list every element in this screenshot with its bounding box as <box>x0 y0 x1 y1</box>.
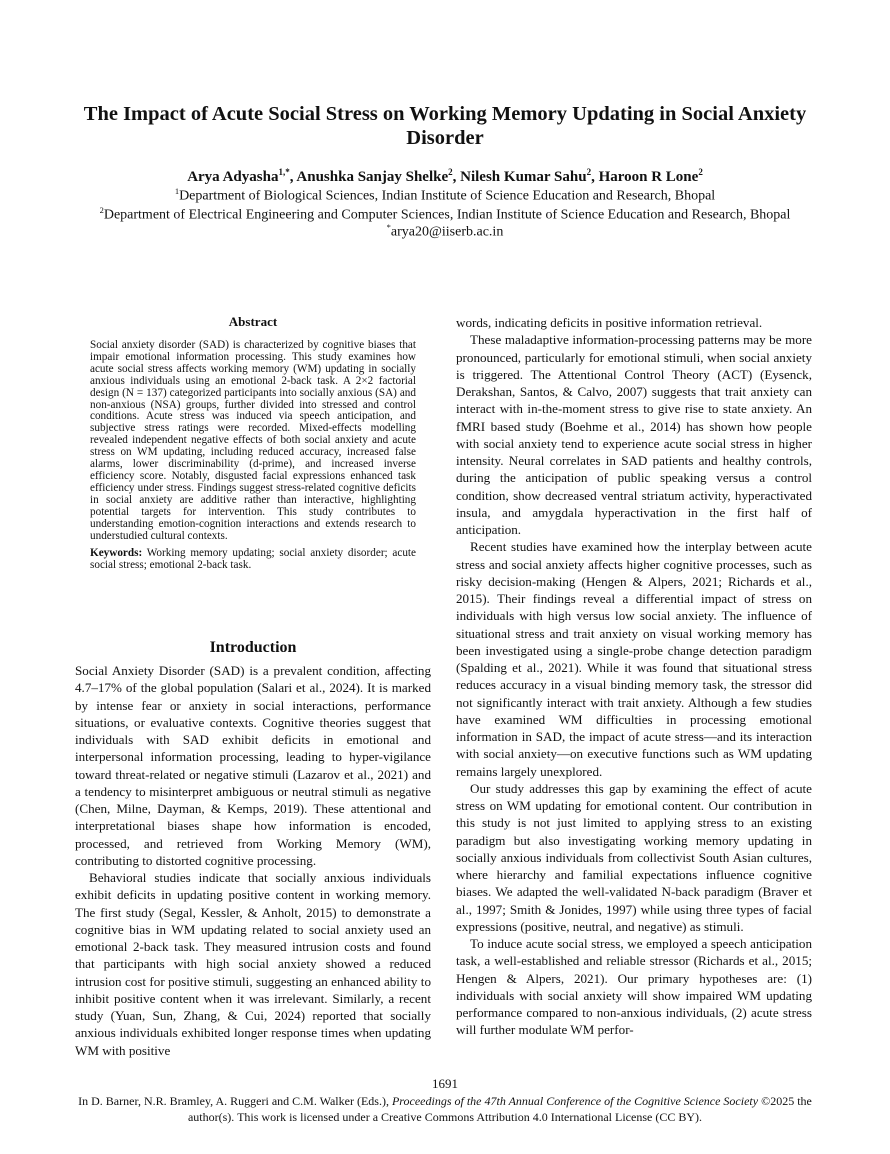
author-name: Nilesh Kumar Sahu <box>460 169 587 185</box>
proceedings-footer <box>70 1094 820 1125</box>
paragraph: Recent studies have examined how the interplay between acute stress and social anxiety affects higher cognitive processes, such as risky decision-making (Hengen & Alpers, 2021; Richards et al., 2015). Their findings reveal a differential impact of stress on individuals with high versus low social anxiety. The influence of situational stress and trait anxiety on visual working memory has been investigated using a single-probe change detection paradigm (Spalding et al., 2021). While it was found that situational stress reduces accuracy in a visual binding memory task, the stressor did not significantly interact with trait anxiety. Although a few studies have examined WM difficulties in processing emotional information in SAD, the impact of acute stress—and its interaction with social anxiety—on executive functions such as WM updating remains largely unexplored. <box>456 539 812 779</box>
page-number: 1691 <box>432 1076 458 1091</box>
author-affiliation-marker: 2 <box>448 167 453 177</box>
paragraph: Social Anxiety Disorder (SAD) is a prevalent condition, affecting 4.7–17% of the global population (Salari et al., 2024). It is marked by intense fear or anxiety in social interactions, performance situations, or evaluative contexts. Cognitive theories suggest that individuals with SAD exhibit deficits in emotional and interpersonal information processing, leading to hyper-vigilance toward threat-related or negative stimuli (Lazarov et al., 2021) and a tendency to misinterpret ambiguous or neutral stimuli as negative (Chen, Milne, Dayman, & Kemps, 2019). These attentional and interpretational biases shape how information is encoded, processed, and retrieved from Working Memory (WM), contributing to distorted cognitive processing. <box>75 663 431 868</box>
affiliation-2-marker: 2 <box>99 205 104 215</box>
abstract-section <box>90 314 416 572</box>
introduction-heading: Introduction <box>209 639 297 656</box>
email-marker: * <box>386 222 391 232</box>
paragraph: These maladaptive information-processing patterns may be more pronounced, particularly for emotional stimuli, when social anxiety is triggered. The Attentional Control Theory (ACT) (Eysenck, Derakshan, Santos, & Calvo, 2007) suggests that trait anxiety can interact with in-the-moment stress to give rise to state anxiety. An fMRI based study (Boehme et al., 2014) has shown how people with social anxiety tend to experience acute social stress in higher intensity. Neural correlates in SAD patients and healthy controls, during the anticipation of public speaking versus a control condition, show decreased ventral striatum activity, hyperactivated insula, and amygdala hyperactivation in the first half of anticipation. <box>456 332 812 537</box>
affiliation-1-marker: 1 <box>174 186 180 196</box>
paper-title: The Impact of Acute Social Stress on Working Memory Updating in Social Anxiety Disorder <box>83 103 807 149</box>
author-affiliation-marker: 1,* <box>278 167 290 177</box>
keywords-label: Keywords: <box>90 547 143 560</box>
author-name: Arya Adyasha <box>187 169 279 185</box>
paragraph: words, indicating deficits in positive information retrieval. <box>456 315 763 330</box>
corresponding-email <box>20 219 870 241</box>
introduction-right-column <box>456 314 812 1039</box>
abstract-body: Social anxiety disorder (SAD) is characterized by cognitive biases that impair emotional information processing. This study examines how acute social stress affects working memory (WM) updating in socially anxious individuals using an emotional 2-back task. A 2×2 factorial design (N = 137) categorized participants into socially anxious (SA) and non-anxious (NSA) groups, further divided into stressed and control conditions. Acute stress was induced via speech anticipation, and subjective stress ratings were recorded. Mixed-effects modelling revealed independent negative effects of both social anxiety and acute stress on WM updating, including reduced accuracy, increased false alarms, lower discriminability (d-prime), and increased inverse efficiency score. Notably, disgusted facial expressions enhanced task efficiency under stress. Findings suggest stress-related cognitive deficits in social anxiety are additive rather than interactive, highlighting potential targets for intervention. This study contributes to understanding emotion-cognition interactions and extends research to understudied cultural contexts. <box>90 339 416 542</box>
affiliation-2-text: Department of Electrical Engineering and Computer Sciences, Indian Institute of Science Education and Research, Bhopal <box>103 207 791 223</box>
keywords <box>90 548 416 572</box>
abstract-heading: Abstract <box>228 314 278 329</box>
footer-proceedings: Proceedings of the 47th Annual Conference of the Cognitive Science Society <box>391 1094 759 1108</box>
paragraph: Behavioral studies indicate that socially anxious individuals exhibit deficits in updating positive content in working memory. The first study (Segal, Kessler, & Anholt, 2015) to demonstrate a cognitive bias in WM updating related to social anxiety used an emotional 2-back task. They measured intrusion costs and found that participants with high social anxiety showed a reduced intrusion cost for positive stimuli, suggesting an enhanced ability to inhibit positive content when it was irrelevant. Similarly, a recent study (Yuan, Sun, Zhang, & Cui, 2024) reported that socially anxious individuals exhibited longer response times when updating WM with positive <box>75 870 431 1058</box>
author-list: Arya Adyasha$^{1,*}$, Anushka Sanjay Shelke$^2$, Nilesh Kumar Sahu$^2$, Haroon R Lone$^2$ <box>187 167 703 185</box>
author-name: Haroon R Lone <box>598 169 699 185</box>
author-name: Anushka Sanjay Shelke <box>296 169 449 185</box>
introduction-left-column <box>75 662 431 1059</box>
author-affiliation-marker: 2 <box>586 167 592 177</box>
paragraph: To induce acute social stress, we employed a speech anticipation task, a well-established and reliable stressor (Richards et al., 2015; Hengen & Alpers, 2021). Our primary hypotheses are: (1) individuals with social anxiety will show impaired WM updating performance compared to non-anxious individuals, (2) acute stress will further modulate WM perfor- <box>456 936 812 1038</box>
paragraph: Our study addresses this gap by examining the effect of acute stress on WM updating for emotional content. Our contribution in this study is not just limited to applying stress to an existing paradigm but also investigating working memory updating in socially anxious individuals from collectivist South Asian cultures, where hierarchy and familial expectations influence cognitive biases. We adapted the well-validated N-back paradigm (Braver et al., 1997; Smith & Jonides, 1997) while using three types of facial expressions (positive, neutral, and negative) as stimuli. <box>456 780 812 934</box>
footer-license: ©2025 the author(s). This work is licensed under a Creative Commons Attribution 4.0 International License (CC BY). <box>187 1094 812 1124</box>
author-affiliation-marker: 2 <box>698 167 703 177</box>
footer-prefix: In D. Barner, N.R. Bramley, A. Ruggeri and C.M. Walker (Eds.), <box>78 1094 392 1108</box>
keywords-text: Working memory updating; social anxiety disorder; acute social stress; emotional 2-back task. <box>90 547 416 572</box>
email-address[interactable]: arya20@iiserb.ac.in <box>390 224 504 240</box>
affiliation-1-text: Department of Biological Sciences, Indian Institute of Science Education and Research, Bhopal <box>179 188 716 204</box>
